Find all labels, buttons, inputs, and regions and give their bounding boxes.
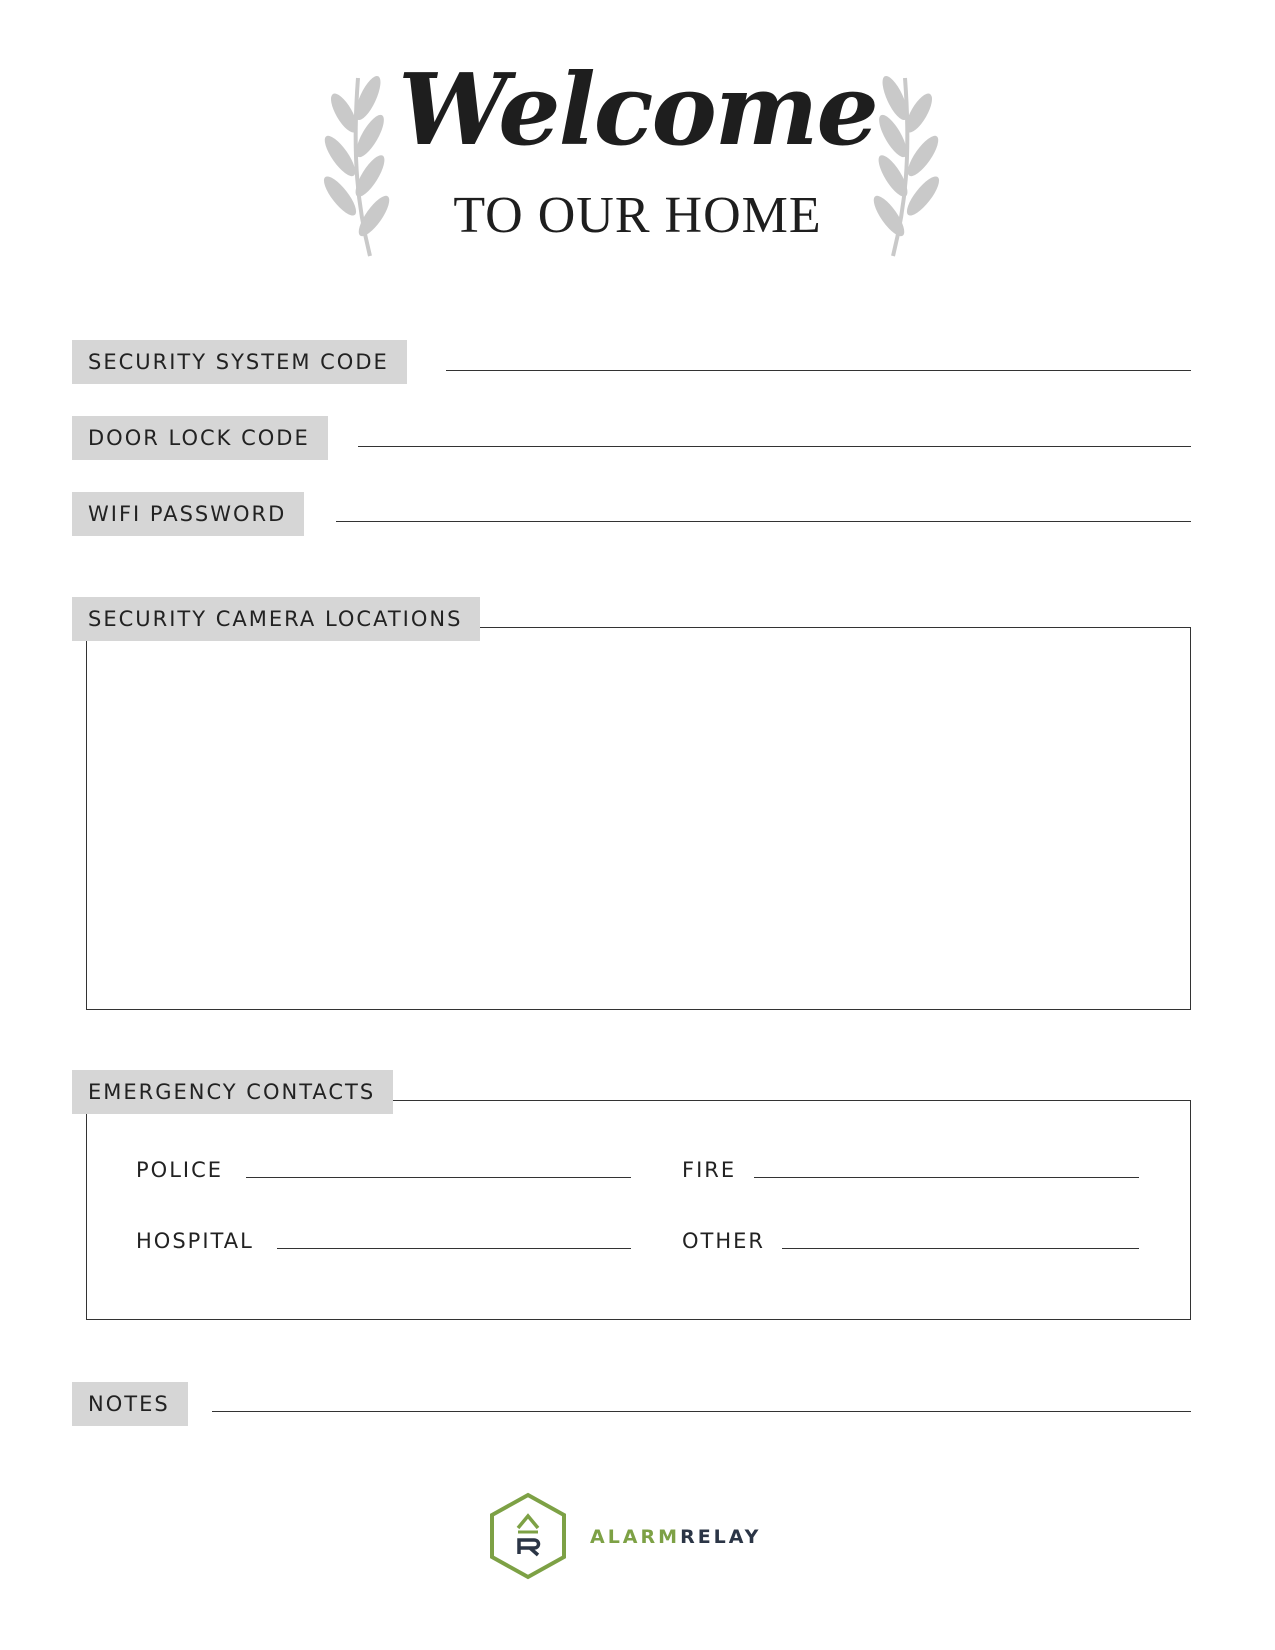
police-label: POLICE	[136, 1158, 224, 1182]
security-system-code-label: SECURITY SYSTEM CODE	[72, 340, 407, 384]
laurel-sprig-right-icon	[865, 68, 945, 258]
camera-locations-box[interactable]	[86, 627, 1191, 1010]
notes-label: NOTES	[72, 1382, 188, 1426]
brand-wordmark	[590, 1528, 761, 1547]
brand-relay: RELAY	[680, 1526, 762, 1548]
door-lock-code-label: DOOR LOCK CODE	[72, 416, 328, 460]
header	[0, 0, 1275, 280]
welcome-title: Welcome	[398, 53, 877, 168]
emergency-contacts-box	[86, 1100, 1191, 1320]
wifi-password-line[interactable]	[336, 521, 1191, 522]
other-label: OTHER	[682, 1229, 766, 1253]
fire-line[interactable]	[754, 1177, 1139, 1178]
door-lock-code-line[interactable]	[358, 446, 1191, 447]
alarmrelay-hexagon-logo-icon	[488, 1492, 568, 1580]
notes-line[interactable]	[212, 1411, 1191, 1412]
security-system-code-line[interactable]	[446, 370, 1191, 371]
welcome-subtitle: TO OUR HOME	[453, 187, 822, 244]
other-line[interactable]	[782, 1248, 1139, 1249]
fire-label: FIRE	[682, 1158, 737, 1182]
hospital-line[interactable]	[277, 1248, 631, 1249]
brand-alarm: ALARM	[590, 1526, 681, 1548]
emergency-contacts-label: EMERGENCY CONTACTS	[72, 1070, 393, 1114]
police-line[interactable]	[246, 1177, 631, 1178]
camera-locations-label: SECURITY CAMERA LOCATIONS	[72, 597, 480, 641]
hospital-label: HOSPITAL	[136, 1229, 254, 1253]
wifi-password-label: WIFI PASSWORD	[72, 492, 304, 536]
